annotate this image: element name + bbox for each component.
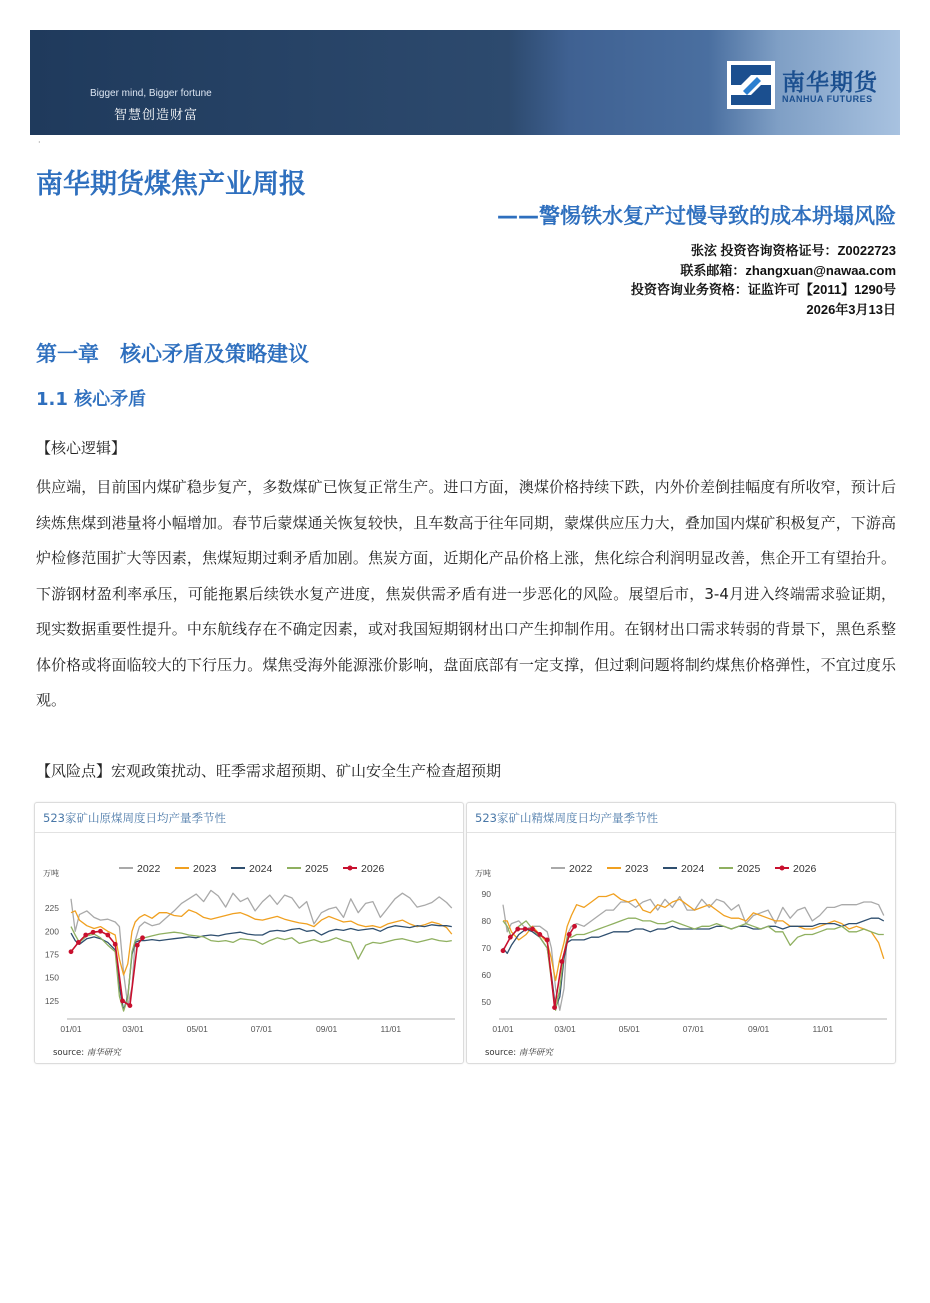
data-point-2026 bbox=[135, 943, 140, 948]
legend-label: 2023 bbox=[193, 863, 217, 875]
chart-plot-area bbox=[467, 833, 895, 1045]
x-tick-label: 07/01 bbox=[250, 1024, 273, 1034]
legend-label: 2022 bbox=[569, 863, 593, 875]
legend-item-2023 bbox=[175, 863, 217, 875]
report-subtitle: ——警惕铁水复产过慢导致的成本坍塌风险 bbox=[497, 204, 896, 228]
legend-item-2024 bbox=[663, 863, 705, 875]
chart-source bbox=[485, 1046, 553, 1058]
y-tick-label: 50 bbox=[481, 997, 491, 1008]
slogan-english: Bigger mind, Bigger fortune bbox=[90, 88, 212, 99]
data-point-2026 bbox=[545, 937, 550, 942]
series-line-2023 bbox=[503, 894, 884, 981]
chart-plot-area bbox=[35, 833, 463, 1045]
legend-item-2026 bbox=[343, 863, 385, 875]
source-name: 南华研究 bbox=[518, 1048, 553, 1058]
data-point-2026 bbox=[572, 924, 577, 929]
data-point-2026 bbox=[91, 930, 96, 935]
source-label: source: bbox=[53, 1048, 85, 1058]
legend-label: 2026 bbox=[793, 863, 817, 875]
chart-raw-coal-output bbox=[34, 802, 464, 1064]
data-point-2026 bbox=[83, 933, 88, 938]
x-tick-label: 11/01 bbox=[812, 1024, 834, 1034]
source-name: 南华研究 bbox=[86, 1048, 121, 1058]
chart-source bbox=[53, 1046, 121, 1058]
data-point-2026 bbox=[560, 959, 565, 964]
chapter-heading: 第一章 核心矛盾及策略建议 bbox=[36, 342, 309, 366]
core-logic-label: 【核心逻辑】 bbox=[36, 439, 127, 457]
legend-item-2022 bbox=[551, 863, 593, 875]
nanhua-logo-icon bbox=[727, 61, 775, 109]
data-point-2026 bbox=[552, 1005, 557, 1010]
y-tick-label: 90 bbox=[481, 888, 491, 899]
legend-label: 2025 bbox=[737, 863, 761, 875]
author-email: 联系邮箱：zhangxuan@nawaa.com bbox=[680, 262, 896, 278]
x-tick-label: 07/01 bbox=[682, 1024, 705, 1034]
data-point-2026 bbox=[120, 999, 125, 1004]
data-point-2026 bbox=[113, 942, 118, 947]
y-axis-unit: 万吨 bbox=[475, 869, 491, 878]
x-tick-label: 01/01 bbox=[60, 1024, 82, 1034]
logo-name-english: NANHUA FUTURES bbox=[782, 94, 873, 104]
chart-clean-coal-output bbox=[466, 802, 896, 1064]
data-point-2026 bbox=[508, 935, 513, 940]
legend-label: 2024 bbox=[681, 863, 705, 875]
x-tick-label: 11/01 bbox=[380, 1024, 402, 1034]
data-point-2026 bbox=[128, 1003, 133, 1008]
source-label: source: bbox=[485, 1048, 517, 1058]
y-tick-label: 80 bbox=[481, 915, 491, 926]
series-line-2025 bbox=[71, 927, 452, 1012]
y-tick-label: 175 bbox=[44, 949, 59, 960]
legend-label: 2023 bbox=[625, 863, 649, 875]
x-tick-label: 09/01 bbox=[316, 1024, 338, 1034]
legend-item-2026 bbox=[775, 863, 817, 875]
y-tick-label: 60 bbox=[481, 970, 491, 981]
x-tick-label: 09/01 bbox=[748, 1024, 770, 1034]
legend-item-2025 bbox=[287, 863, 329, 875]
legend-item-2025 bbox=[719, 863, 761, 875]
header-banner bbox=[30, 30, 900, 135]
legend-item-2024 bbox=[231, 863, 273, 875]
x-tick-label: 03/01 bbox=[554, 1024, 576, 1034]
y-axis-unit: 万吨 bbox=[43, 869, 59, 878]
legend-marker bbox=[780, 866, 785, 871]
chart-title: 523家矿山原煤周度日均产量季节性 bbox=[43, 811, 226, 825]
core-logic-paragraph: 供应端，目前国内煤矿稳步复产，多数煤矿已恢复正常生产。进口方面，澳煤价格持续下跌，内外价差倒挂幅度有所收窄，预计后续炼焦煤到港量将小幅增加。春节后蒙煤通关恢复较快，且车数高于往年同期，蒙煤供应压力大，叠加国内煤矿积极复产，下游高炉检修范围扩大等因素，焦煤短期过剩矛盾加剧。焦炭方面，近期化产品价格上涨，焦化综合利润明显改善，焦企开工有望抬升。下游钢材盈利率承压，可能拖累后续铁水复产进度，焦炭供需矛盾有进一步恶化的风险。展望后市，3-4月进入终端需求验证期，现实数据重要性提升。中东航线存在不确定因素，或对我国短期钢材出口产生抑制作用。在钢材出口需求转弱的背景下，黑色系整体价格或将面临较大的下行压力。煤焦受海外能源涨价影响，盘面底部有一定支撑，但过剩问题将制约煤焦价格弹性，不宜过度乐观。 bbox=[36, 478, 896, 709]
data-point-2026 bbox=[530, 927, 535, 932]
y-tick-label: 200 bbox=[44, 926, 59, 937]
report-title: 南华期货煤焦产业周报 bbox=[36, 169, 306, 200]
report-date: 2026年3月13日 bbox=[806, 301, 896, 317]
legend-item-2023 bbox=[607, 863, 649, 875]
data-point-2026 bbox=[98, 929, 103, 934]
decorative-dot: · bbox=[38, 138, 41, 147]
y-tick-label: 125 bbox=[44, 995, 59, 1006]
risk-points: 【风险点】宏观政策扰动、旺季需求超预期、矿山安全生产检查超预期 bbox=[36, 762, 502, 780]
slogan-chinese: 智慧创造财富 bbox=[114, 108, 199, 123]
data-point-2026 bbox=[501, 948, 506, 953]
x-tick-label: 01/01 bbox=[492, 1024, 514, 1034]
y-tick-label: 150 bbox=[44, 972, 59, 983]
section-heading: 1.1 核心矛盾 bbox=[36, 389, 147, 410]
chart-title: 523家矿山精煤周度日均产量季节性 bbox=[475, 811, 658, 825]
data-point-2026 bbox=[537, 932, 542, 937]
series-line-2026 bbox=[503, 926, 575, 1007]
series-line-2023 bbox=[71, 910, 452, 975]
x-tick-label: 05/01 bbox=[618, 1024, 640, 1034]
legend-label: 2024 bbox=[249, 863, 273, 875]
data-point-2026 bbox=[140, 935, 145, 940]
x-tick-label: 05/01 bbox=[186, 1024, 208, 1034]
legend-label: 2022 bbox=[137, 863, 161, 875]
legend-marker bbox=[348, 866, 353, 871]
legend-label: 2025 bbox=[305, 863, 329, 875]
x-tick-label: 03/01 bbox=[122, 1024, 144, 1034]
author-name-license: 张泫 投资咨询资格证号：Z0022723 bbox=[690, 243, 896, 258]
author-info bbox=[631, 241, 896, 319]
y-tick-label: 225 bbox=[44, 903, 59, 914]
data-point-2026 bbox=[515, 927, 520, 932]
legend-item-2022 bbox=[119, 863, 161, 875]
logo-name-chinese: 南华期货 bbox=[782, 70, 878, 96]
data-point-2026 bbox=[523, 927, 528, 932]
legend-label: 2026 bbox=[361, 863, 385, 875]
y-tick-label: 70 bbox=[481, 943, 491, 953]
business-license: 投资咨询业务资格：证监许可【2011】1290号 bbox=[630, 282, 896, 297]
data-point-2026 bbox=[567, 932, 572, 937]
data-point-2026 bbox=[105, 933, 110, 938]
data-point-2026 bbox=[76, 940, 81, 945]
data-point-2026 bbox=[69, 949, 74, 954]
